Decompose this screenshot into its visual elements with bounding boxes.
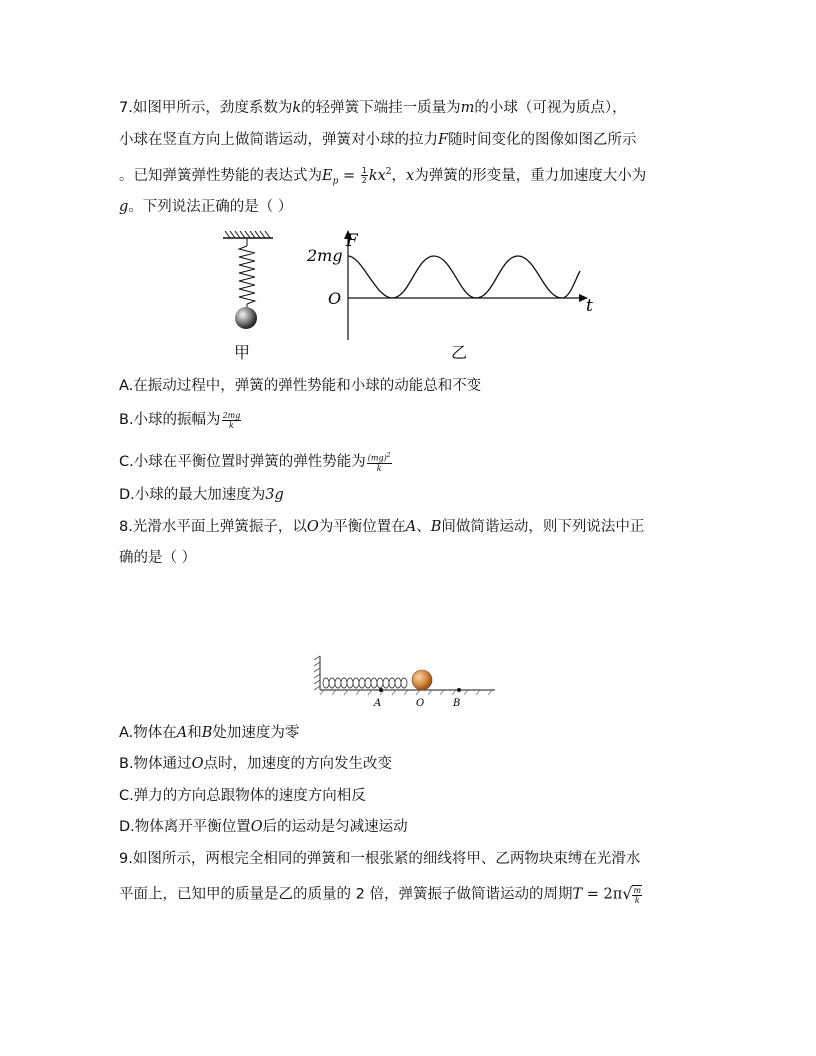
graph-2mg-label: 2mg <box>307 246 343 265</box>
figure-yi-label: 乙 <box>451 343 468 362</box>
q7-stem-line1: 7.如图甲所示，劲度系数为k的轻弹簧下端挂一质量为m的小球（可视为质点）， <box>119 100 627 116</box>
fig-label-O: O <box>416 698 425 709</box>
q7-option-d: D.小球的最大加速度为3g <box>119 487 284 503</box>
figure-yi-graph <box>300 225 600 345</box>
q7-option-b: B.小球的振幅为 $\frac{2mg}{k}$ <box>119 410 241 430</box>
q8-stem-line1: 8.光滑水平面上弹簧振子，以O为平衡位置在A、B间做简谐运动，则下列说法中正 <box>119 519 645 535</box>
graph-F-label: F <box>346 231 358 251</box>
energy-fraction: $\frac{(mg)^2}{k}$ <box>367 452 391 473</box>
graph-O-label: O <box>328 289 342 308</box>
q7-stem-line3: 。已知弹簧弹性势能的表达式为$E_p$ = $\frac{1}{2}$ $kx^2$，x为弹簧的形变量，重力加速度大小为 <box>119 166 647 187</box>
amplitude-fraction: $\frac{2mg}{k}$ <box>222 410 241 430</box>
q9-stem-line1: 9.如图所示，两根完全相同的弹簧和一根张紧的细线将甲、乙两物块束缚在光滑水 <box>119 851 641 867</box>
q7-option-c: C.小球在平衡位置时弹簧的弹性势能为 $\frac{(mg)^2}{k}$ <box>119 452 391 473</box>
fig-label-A: A <box>374 698 382 709</box>
figure-jia-label: 甲 <box>234 343 251 362</box>
q7-stem-line4: g。下列说法正确的是（ ） <box>119 199 293 215</box>
fig-label-B: B <box>453 698 461 709</box>
half-fraction: $\frac{1}{2}$ <box>361 166 367 186</box>
q8-option-c: C.弹力的方向总跟物体的速度方向相反 <box>119 788 366 804</box>
q8-option-b: B.物体通过O点时，加速度的方向发生改变 <box>119 756 392 772</box>
q8-option-d: D.物体离开平衡位置O后的运动是匀减速运动 <box>119 819 408 835</box>
figure-spring-oscillator <box>312 652 502 712</box>
q8-option-a: A.物体在A和B处加速度为零 <box>119 725 300 741</box>
q7-stem-line2: 小球在竖直方向上做简谐运动，弹簧对小球的拉力F随时间变化的图像如图乙所示 <box>119 132 637 148</box>
q8-stem-line2: 确的是（ ） <box>119 550 197 566</box>
sqrt-expression: √ $\frac{m}{k}$ <box>622 884 642 905</box>
q7-option-a: A.在振动过程中，弹簧的弹性势能和小球的动能总和不变 <box>119 378 482 394</box>
q9-stem-line2: 平面上，已知甲的质量是乙的质量的 2 倍，弹簧振子做简谐运动的周期T = 2π√ $\frac{m}{k}$ <box>119 884 642 905</box>
graph-t-label: t <box>586 296 593 316</box>
